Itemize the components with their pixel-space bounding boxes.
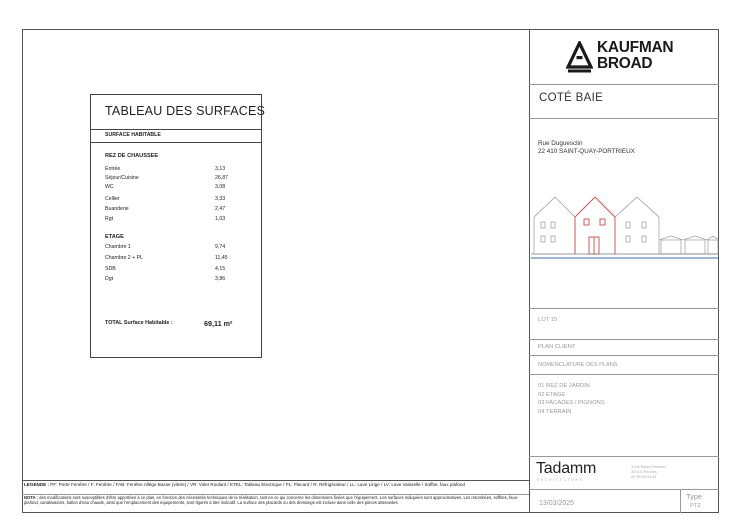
type-value: PTZ xyxy=(690,503,701,509)
architect-subtitle: ARCHITECTURE xyxy=(537,478,584,482)
nota-text: des modifications sont susceptibles d'être apportées à ce plan, en fonction des nécessités techniques de la réalisation, tant en ce qui concerne les dimensions fixées que l'équipement. Les surfaces indiquées sont approximatives. Les retombées, soffites, faux-plafond, canalisations, ballon d'eau chaude, ainsi que l'emplacement des équipements, sont figurés à titre indicatif. La surface des placards ou des dressings est incluse dans celle des pièces attenantes. xyxy=(24,495,519,506)
house-left xyxy=(534,197,575,254)
total-value: 69,11 m² xyxy=(204,319,233,328)
logo-wordmark xyxy=(597,40,673,72)
room-area: 3,13 xyxy=(215,166,226,172)
room-area: 26,87 xyxy=(215,175,228,181)
legend-label: LEGENDE : xyxy=(24,482,50,487)
project-address xyxy=(538,140,635,156)
nomenclature-title: NOMENCLATURE DES PLANS xyxy=(538,362,618,368)
room-label: Séjour/Cuisine xyxy=(105,175,139,181)
legend xyxy=(24,482,529,488)
divider xyxy=(529,374,719,375)
section-etage-title: ETAGE xyxy=(105,234,124,240)
room-area: 4,15 xyxy=(215,266,226,272)
room-area: 3,33 xyxy=(215,196,226,202)
architect-logo: Tadamm xyxy=(536,460,597,477)
nomenclature-list xyxy=(538,382,605,416)
room-label: Buanderie xyxy=(105,206,129,212)
room-area: 9,74 xyxy=(215,244,226,250)
divider xyxy=(529,118,719,119)
total-row xyxy=(105,320,255,326)
titleblock-divider xyxy=(529,29,530,513)
room-area: 2,47 xyxy=(215,206,226,212)
room-label: SDB xyxy=(105,266,116,272)
room-label: Cellier xyxy=(105,196,120,202)
divider xyxy=(529,489,719,490)
divider xyxy=(91,129,261,130)
room-area: 3,86 xyxy=(215,276,226,282)
kaufman-broad-logo xyxy=(566,40,676,76)
room-label: Rgt xyxy=(105,216,114,222)
surfaces-table xyxy=(90,94,266,358)
section-rdc-title: REZ DE CHAUSSEE xyxy=(105,153,159,159)
triangle-logo-icon xyxy=(566,41,593,73)
house-right xyxy=(615,197,659,254)
legend-text: PF: Porte Fenêtre / F: Fenêtre / FAB: Fenêtre Allège Basse (vitrée) / VR: Volet Roulant / ETEL: Tableau Electrique / PL: Placard / R: Réfrigérateur / LL: Lave Linge / LV: Lave Vaisselle / Soffite, faux plafond xyxy=(50,482,465,487)
room-label: WC xyxy=(105,184,114,190)
divider xyxy=(529,84,719,85)
type-label: Type xyxy=(686,492,703,501)
list-item: 01 REZ DE JARDIN xyxy=(538,383,590,389)
divider xyxy=(680,489,681,513)
room-area: 1,03 xyxy=(215,216,226,222)
divider xyxy=(91,142,261,143)
address-line: 3 rue Raoul Pletcher xyxy=(631,465,666,469)
list-item: 02 ETAGE xyxy=(538,391,566,398)
nota xyxy=(24,495,527,505)
plan-date: 13/03/2025 xyxy=(539,500,575,507)
list-item: 03 FACADES / PIGNONS xyxy=(538,400,605,407)
divider xyxy=(529,355,719,356)
garages xyxy=(659,236,719,254)
address-line: 02 99 63 04 84 xyxy=(631,475,657,479)
surfaces-subtitle: SURFACE HABITABLE xyxy=(105,132,161,138)
divider xyxy=(529,456,719,457)
address-line1: Rue Duguesclin xyxy=(538,140,583,147)
room-label: Entrée xyxy=(105,166,121,172)
room-label: Chambre 1 xyxy=(105,244,131,250)
room-label: Chambre 2 + PL xyxy=(105,255,143,261)
surfaces-title: TABLEAU DES SURFACES xyxy=(105,104,266,118)
project-name: COTÉ BAIE xyxy=(539,92,604,104)
facade-elevation-drawing xyxy=(531,192,719,264)
logo-line1: KAUFMAN xyxy=(597,39,674,56)
divider xyxy=(529,308,719,309)
plan-client-label: PLAN CLIENT xyxy=(538,344,576,350)
room-label: Dgt xyxy=(105,276,114,282)
architect-address xyxy=(631,465,666,480)
divider xyxy=(529,339,719,340)
address-line: 35 000 Rennes xyxy=(631,470,657,474)
room-area: 3,08 xyxy=(215,184,226,190)
nota-label: NOTA : xyxy=(24,495,38,500)
room-area: 11,45 xyxy=(215,255,228,261)
house-highlighted xyxy=(575,197,615,254)
legend-top-rule xyxy=(22,480,529,481)
lot-number: LOT 15 xyxy=(538,317,558,323)
logo-line2: BROAD xyxy=(597,55,653,72)
list-item: 04 TERRAIN xyxy=(538,408,572,415)
address-line2: 22 410 SAINT-QUAY-PORTRIEUX xyxy=(538,148,635,155)
total-label: TOTAL Surface Habitable : xyxy=(105,320,173,326)
